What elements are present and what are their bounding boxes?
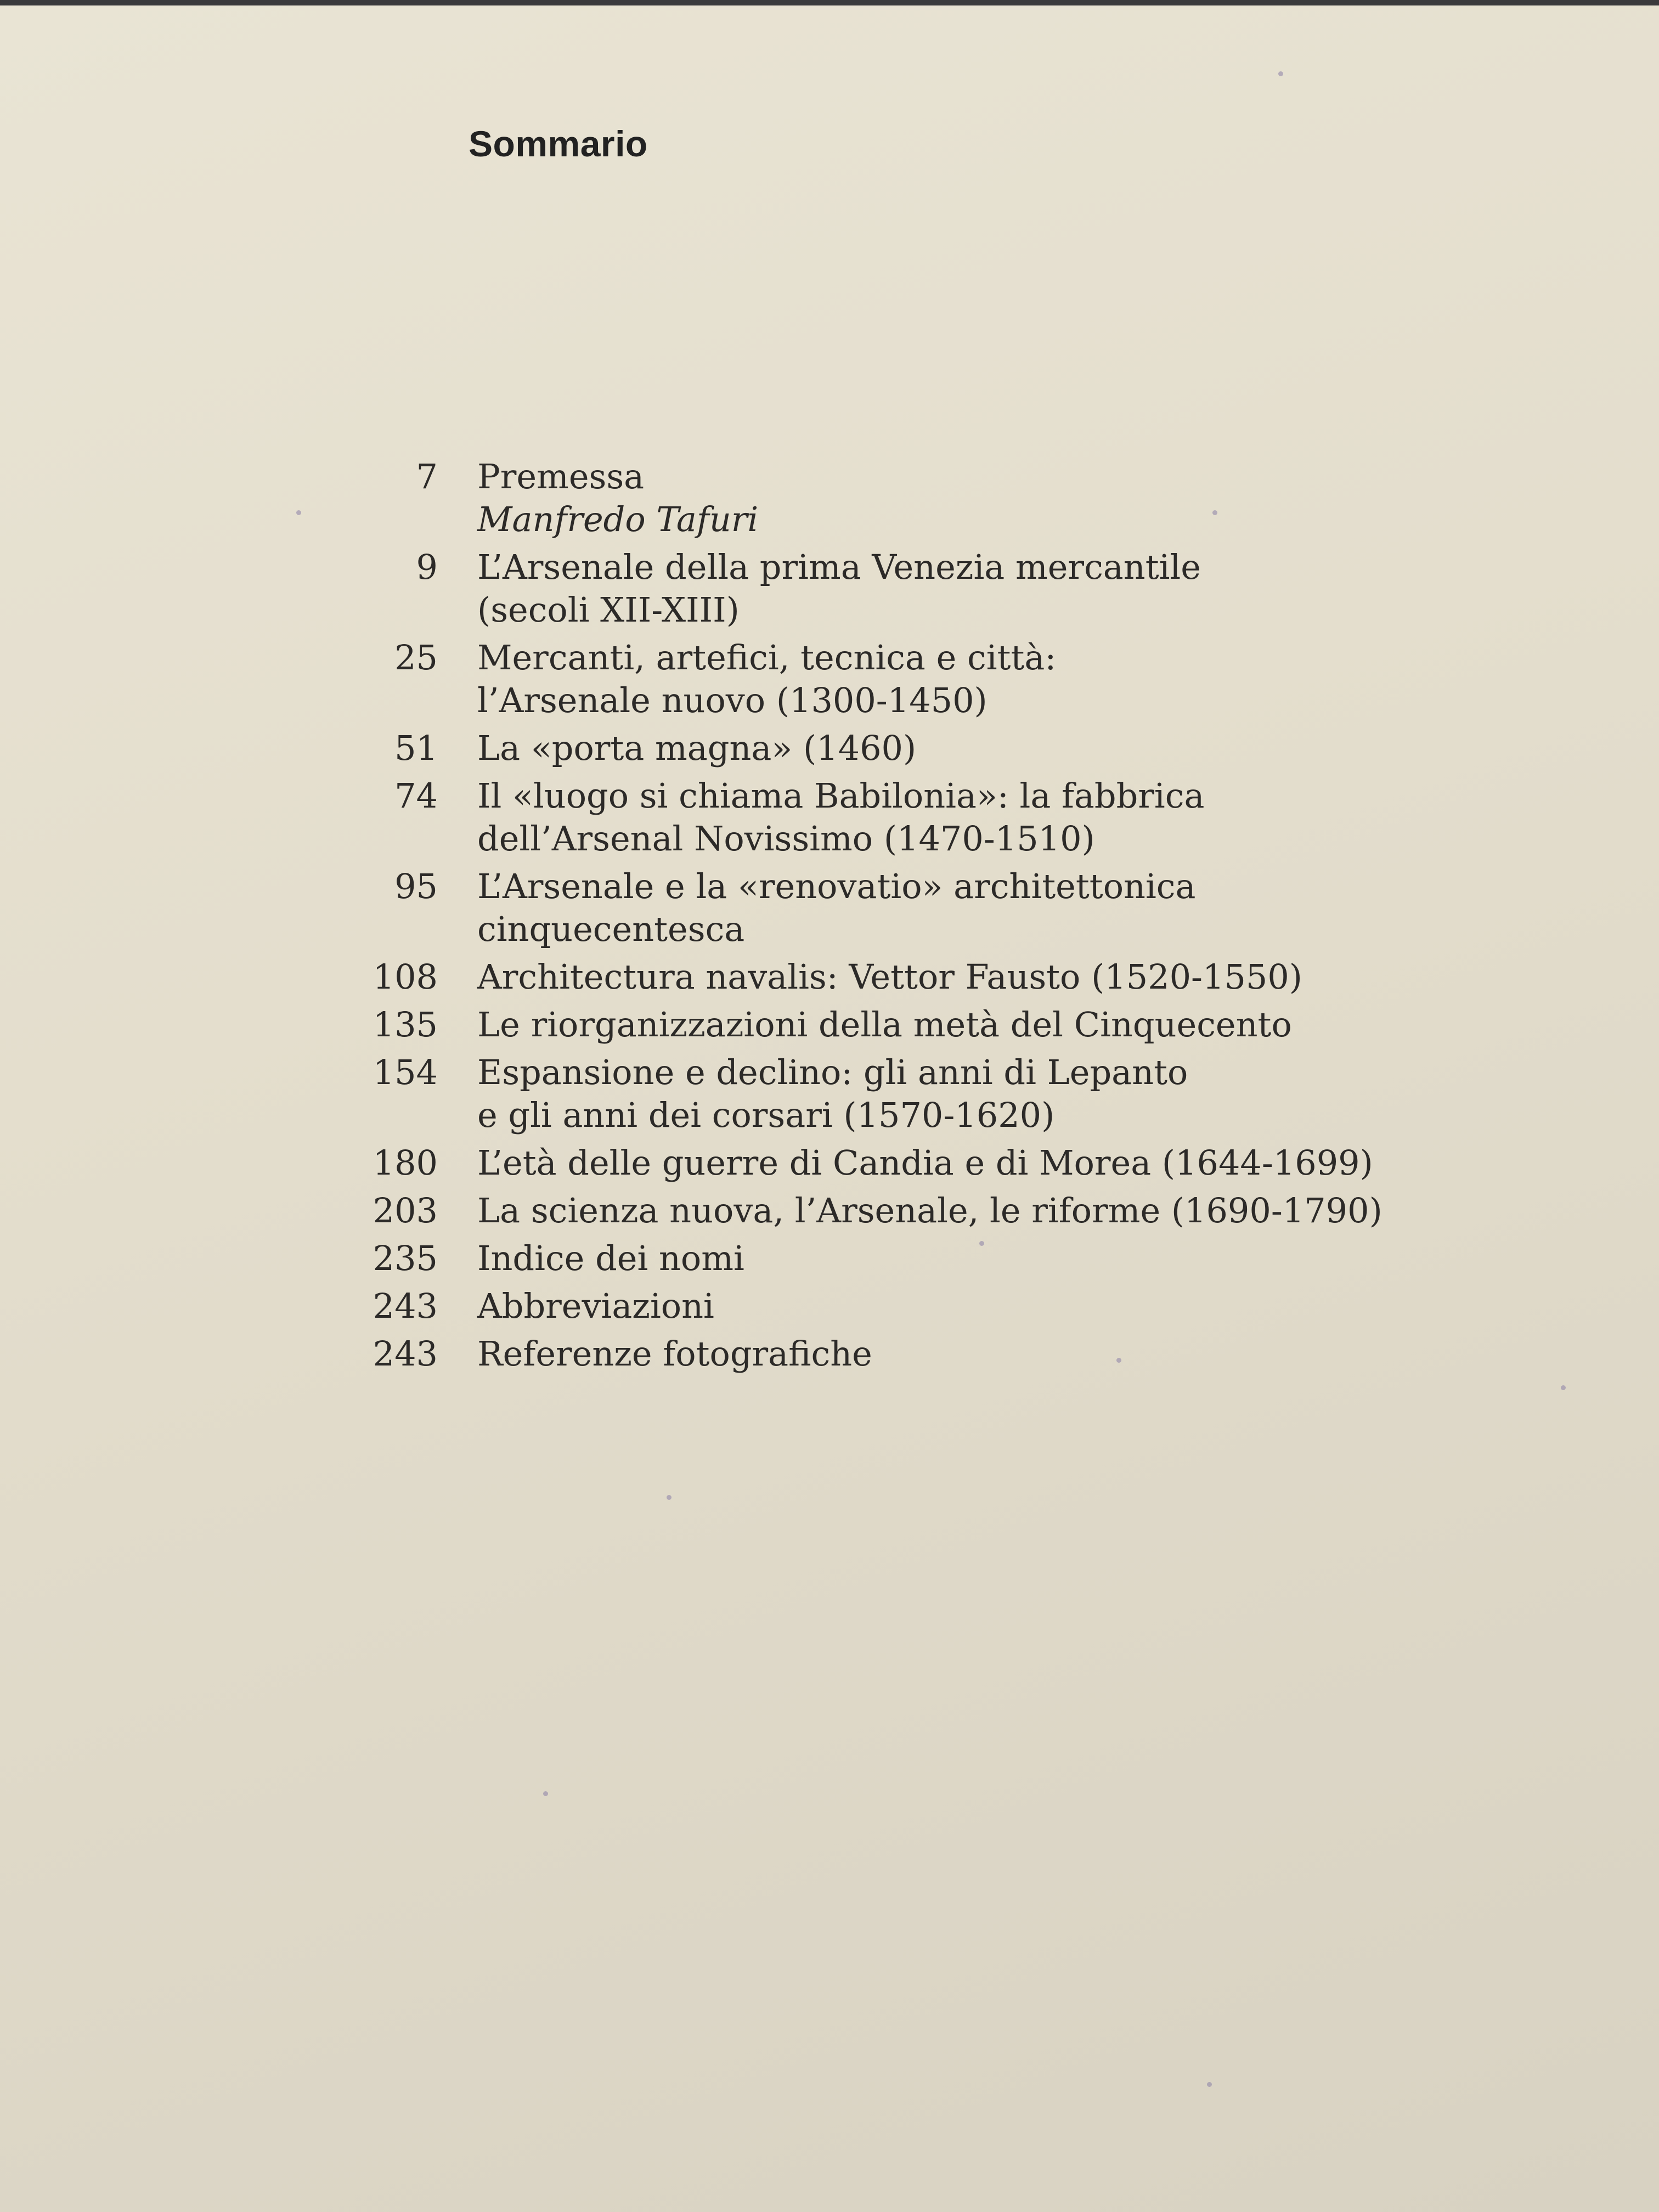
toc-title-line: Il «luogo si chiama Babilonia»: la fabbrica [477,776,1205,816]
toc-page-number: 9 [416,547,438,587]
toc-title-line: (secoli XII-XIII) [477,590,740,630]
toc-title-line: Abbreviazioni [477,1286,714,1326]
toc-entry [351,865,1503,951]
table-of-contents [351,455,1503,1380]
toc-entry [351,1142,1503,1184]
toc-page-number: 108 [373,957,438,997]
toc-title-line: l’Arsenale nuovo (1300-1450) [477,680,988,720]
toc-title-line: L’Arsenale e la «renovatio» architettonica [477,866,1196,906]
paper-speck [543,1791,548,1796]
toc-entry-title [477,956,1302,998]
paper-speck [979,1241,984,1246]
toc-title-line: e gli anni dei corsari (1570-1620) [477,1095,1055,1135]
page-top-edge [0,0,1659,5]
toc-page-number: 235 [373,1238,438,1278]
toc-title-line: Referenze fotografiche [477,1334,872,1374]
toc-entry-title [477,455,758,541]
paper-speck [1207,2082,1212,2087]
toc-title-line: L’Arsenale della prima Venezia mercantile [477,547,1201,587]
toc-page-number: 243 [373,1286,438,1326]
toc-entry [351,1003,1503,1046]
toc-entry-title [477,546,1201,631]
toc-title-line: Architectura navalis: Vettor Fausto (1520-1550) [477,957,1302,997]
toc-title-line: La «porta magna» (1460) [477,728,917,768]
toc-entry-title [477,1285,714,1328]
toc-title-line: dell’Arsenal Novissimo (1470-1510) [477,819,1095,859]
paper-speck [1278,71,1283,76]
toc-page-number: 7 [416,456,438,496]
toc-entry [351,727,1503,770]
toc-entry-title [477,1003,1292,1046]
toc-entry-title [477,865,1195,951]
toc-title-line: Premessa [477,456,645,496]
toc-author: Manfredo Tafuri [477,499,759,539]
toc-entry [351,956,1503,998]
toc-entry [351,546,1503,631]
toc-entry-title [477,636,1056,722]
toc-entry [351,1051,1503,1137]
paper-speck [1116,1358,1121,1363]
toc-entry-title [477,1237,744,1280]
toc-title-line: Espansione e declino: gli anni di Lepanto [477,1052,1188,1092]
toc-entry-title [477,1051,1188,1137]
toc-entry-title [477,1189,1383,1232]
toc-page-number: 180 [373,1143,438,1183]
toc-title-line: cinquecentesca [477,909,745,949]
toc-entry [351,455,1503,541]
toc-page-number: 203 [373,1190,438,1231]
toc-title-line: Mercanti, artefici, tecnica e città: [477,637,1057,678]
paper-speck [296,510,301,515]
toc-entry [351,1285,1503,1328]
toc-page-number: 243 [373,1334,438,1374]
paper-speck [1561,1385,1566,1390]
toc-page-number: 74 [394,776,438,816]
toc-page-number: 51 [394,728,438,768]
toc-entry [351,636,1503,722]
toc-entry [351,1189,1503,1232]
toc-page-number: 95 [394,866,438,906]
toc-entry [351,1237,1503,1280]
toc-page-number: 154 [373,1052,438,1092]
toc-entry [351,775,1503,860]
toc-entry [351,1333,1503,1375]
toc-entry-title [477,1142,1373,1184]
toc-title-line: La scienza nuova, l’Arsenale, le riforme (1690-1790) [477,1190,1383,1231]
toc-title-line: Le riorganizzazioni della metà del Cinquecento [477,1005,1292,1045]
toc-page-number: 25 [394,637,438,678]
toc-entry-title [477,775,1204,860]
toc-entry-title [477,727,916,770]
toc-page-number: 135 [373,1005,438,1045]
toc-title-line: L’età delle guerre di Candia e di Morea (1644-1699) [477,1143,1373,1183]
toc-title-line: Indice dei nomi [477,1238,744,1278]
paper-speck [667,1495,672,1500]
toc-entry-title [477,1333,872,1375]
paper-speck [1212,510,1217,515]
page-title: Sommario [469,123,648,165]
